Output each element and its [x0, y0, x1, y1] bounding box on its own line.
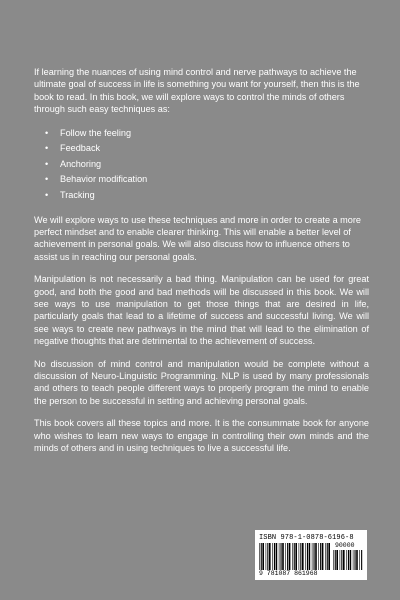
isbn-label: ISBN 978-1-0878-6196-8 — [259, 534, 354, 542]
list-item: • Behavior modification — [58, 172, 369, 188]
addon-barcode-bars — [333, 550, 363, 570]
techniques-followup-paragraph: We will explore ways to use these techniques and more in order to create a more perfect mindset and to enable clearer thinking. This will enable a better level of achievement in personal goals. We will also discuss how to influence others to assist us in reaching our personal goals. — [34, 214, 361, 262]
techniques-list — [34, 126, 369, 204]
addon-code: 90000 — [335, 542, 355, 549]
intro-paragraph: If learning the nuances of using mind control and nerve pathways to achieve the ultimate goal of success in life is something you want for yourself, then this is the book to read. In this book, we will explore ways to control the minds of others through such easy techniques as: — [34, 67, 360, 115]
manipulation-paragraph: Manipulation is not necessarily a bad thing. Manipulation can be used for great good, and both the good and bad methods will be discussed in this book. We will see ways to use manipulation to get those things that are desired in life, particularly goals that lead to a lifetime of success and successful living. We will see ways to create new pathways in the mind that will lead to the elimination of negative thoughts that are detrimental to the achievement of success. — [34, 274, 369, 347]
list-item: • Tracking — [58, 188, 369, 204]
barcode-digits: 9 781087 861968 — [259, 570, 318, 577]
blurb-text — [34, 66, 369, 465]
list-item: • Follow the feeling — [58, 126, 369, 142]
list-item: • Feedback — [58, 141, 369, 157]
nlp-paragraph: No discussion of mind control and manipulation would be complete without a discussion of Neuro-Linguistic Programming. NLP is used by many professionals and others to teach people different ways to properly program the mind to enable the person to be successful in setting and achieving personal goals. — [34, 358, 369, 406]
list-item: • Anchoring — [58, 157, 369, 173]
closing-paragraph: This book covers all these topics and more. It is the consummate book for anyone who wishes to learn new ways to engage in controlling their own minds and the minds of others and in using techniques to live a successful life. — [34, 418, 369, 454]
barcode-bars — [259, 543, 331, 570]
isbn-barcode — [255, 530, 367, 580]
